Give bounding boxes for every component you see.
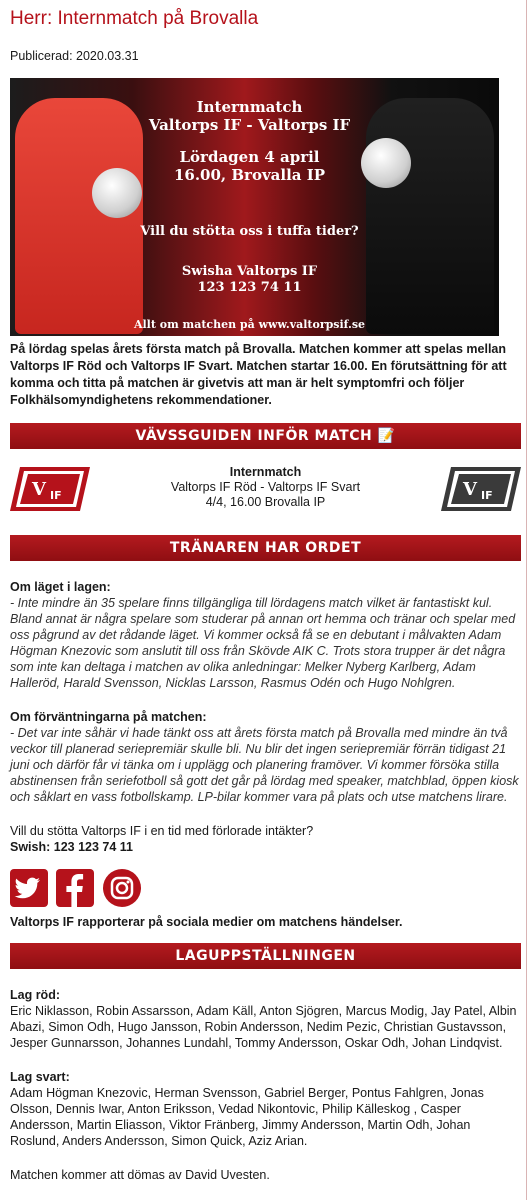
banner-swish-line1: Swisha Valtorps IF — [181, 264, 318, 279]
banner-swish-line2: 123 123 74 11 — [197, 280, 302, 295]
match-banner-image — [10, 78, 499, 336]
banner-heading-line2: Valtorps IF - Valtorps IF — [148, 116, 351, 134]
match-teams: Valtorps IF Röd - Valtorps IF Svart — [170, 480, 361, 494]
coach-q2 — [10, 709, 521, 805]
match-when: 4/4, 16.00 Brovalla IP — [205, 495, 326, 509]
section-bar-coach: TRÄNAREN HAR ORDET — [10, 535, 521, 561]
page-title: Herr: Internmatch på Brovalla — [10, 8, 259, 29]
support-block — [10, 823, 521, 855]
section-bar-guide: VÄVSSGUIDEN INFÖR MATCH 📝 — [10, 423, 521, 449]
match-title: Internmatch — [229, 465, 302, 479]
page-border — [526, 0, 527, 1200]
banner-date-line2: 16.00, Brovalla IP — [173, 166, 326, 184]
lineup-black-heading: Lag svart: — [10, 1070, 70, 1084]
banner-date-line1: Lördagen 4 april — [179, 148, 320, 166]
svg-text:IF: IF — [481, 489, 493, 502]
social-icons — [10, 869, 521, 909]
lineup-black-players: Adam Högman Knezovic, Herman Svensson, Gabriel Berger, Pontus Fahlgren, Jonas Olsson, Dennis Iwar, Anton Eriksson, Vedad Nikontovic, Philip Källeskog , Casper Andersson, Martin Eliasson, Viktor Fränberg, Jimmy Andersson, Martin Odh, Johan Roslund, Anders Andersson, Simon Quick, Aziz Arian. — [10, 1086, 484, 1148]
coach-q1-text: - Inte mindre än 35 spelare finns tillgängliga till lördagens match vilket är fantastiskt kul. Bland annat är några spelare som studerar på annan ort hemma och tränar och spelar med oss pågrund av det rådande läget. Vi kommer också få se en debutant i målvakten Adam Högman Knezovic som anslutit till oss från Skövde AIK C. Trots stora trupper är det några som inte kan deltaga i matchen av olika anledningar: Melker Nyberg Karlberg, Adam Halleröd, Harald Svensson, Nicklas Larsson, Rasmus Odén och Hugo Nohlgren. — [10, 596, 516, 690]
instagram-icon[interactable] — [103, 869, 141, 907]
lineup-red — [10, 987, 521, 1051]
svg-text:V: V — [32, 479, 46, 500]
match-info — [10, 457, 521, 535]
support-swish: Swish: 123 123 74 11 — [10, 840, 134, 854]
coach-q2-text: - Det var inte såhär vi hade tänkt oss att årets första match på Brovalla med mindre än två veckor till planerad seriepremiär skulle bli. Nu blir det ingen seriepremiär förrän tidigast 21 juni och därför får vi tänka om i upplägg och planering framöver. Vi kommer försöka stilla abstinensen från seriefotboll så gott det går på lördag med speaker, matchblad, öppen kiosk och såklart en vass fotbollskamp. LP-bilar kommer vara på plats och utse matchens lirare. — [10, 726, 519, 804]
coach-q1 — [10, 579, 521, 691]
banner-swish — [130, 264, 369, 296]
banner-footer: Allt om matchen på www.valtorpsif.se — [133, 318, 366, 331]
valtorps-black-logo-icon — [441, 465, 521, 513]
support-question: Vill du stötta Valtorps IF i en tid med förlorade intäkter? — [10, 824, 314, 838]
referee-note: Matchen kommer att dömas av David Uvesten. — [10, 1168, 270, 1182]
lineup-red-heading: Lag röd: — [10, 988, 60, 1002]
lineup-red-players: Eric Niklasson, Robin Assarsson, Adam Käll, Anton Sjögren, Marcus Modig, Jay Patel, Albin Abazi, Simon Odh, Hugo Jansson, Robin Andersson, Nedim Pezic, Christian Gustavsson, Jesper Gunnarsson, Johannes Lundahl, Tommy Andersson, Oskar Odh, Johan Lindqvist. — [10, 1004, 517, 1050]
lineup-black — [10, 1069, 521, 1149]
banner-heading — [130, 98, 369, 134]
banner-heading-line1: Internmatch — [196, 98, 303, 116]
banner-support: Vill du stötta oss i tuffa tider? — [140, 224, 359, 239]
intro-text: På lördag spelas årets första match på Brovalla. Matchen kommer att spelas mellan Valtorps IF Röd och Valtorps IF Svart. Matchen startar 16.00. En förutsättning för att komma och titta på matchen är givetvis att man är helt symptomfri och följer Folkhälsomyndighetens rekommendationer. — [10, 342, 507, 407]
published-date: Publicerad: 2020.03.31 — [10, 49, 139, 63]
banner-date — [130, 148, 369, 184]
facebook-icon[interactable] — [56, 869, 94, 907]
svg-text:IF: IF — [50, 489, 62, 502]
social-note: Valtorps IF rapporterar på sociala medier om matchens händelser. — [10, 915, 403, 929]
black-player-figure — [366, 98, 494, 334]
svg-text:V: V — [463, 479, 477, 500]
coach-q1-heading: Om läget i lagen: — [10, 580, 111, 594]
twitter-icon[interactable] — [10, 869, 48, 907]
section-bar-lineups: LAGUPPSTÄLLNINGEN — [10, 943, 521, 969]
coach-q2-heading: Om förväntningarna på matchen: — [10, 710, 207, 724]
